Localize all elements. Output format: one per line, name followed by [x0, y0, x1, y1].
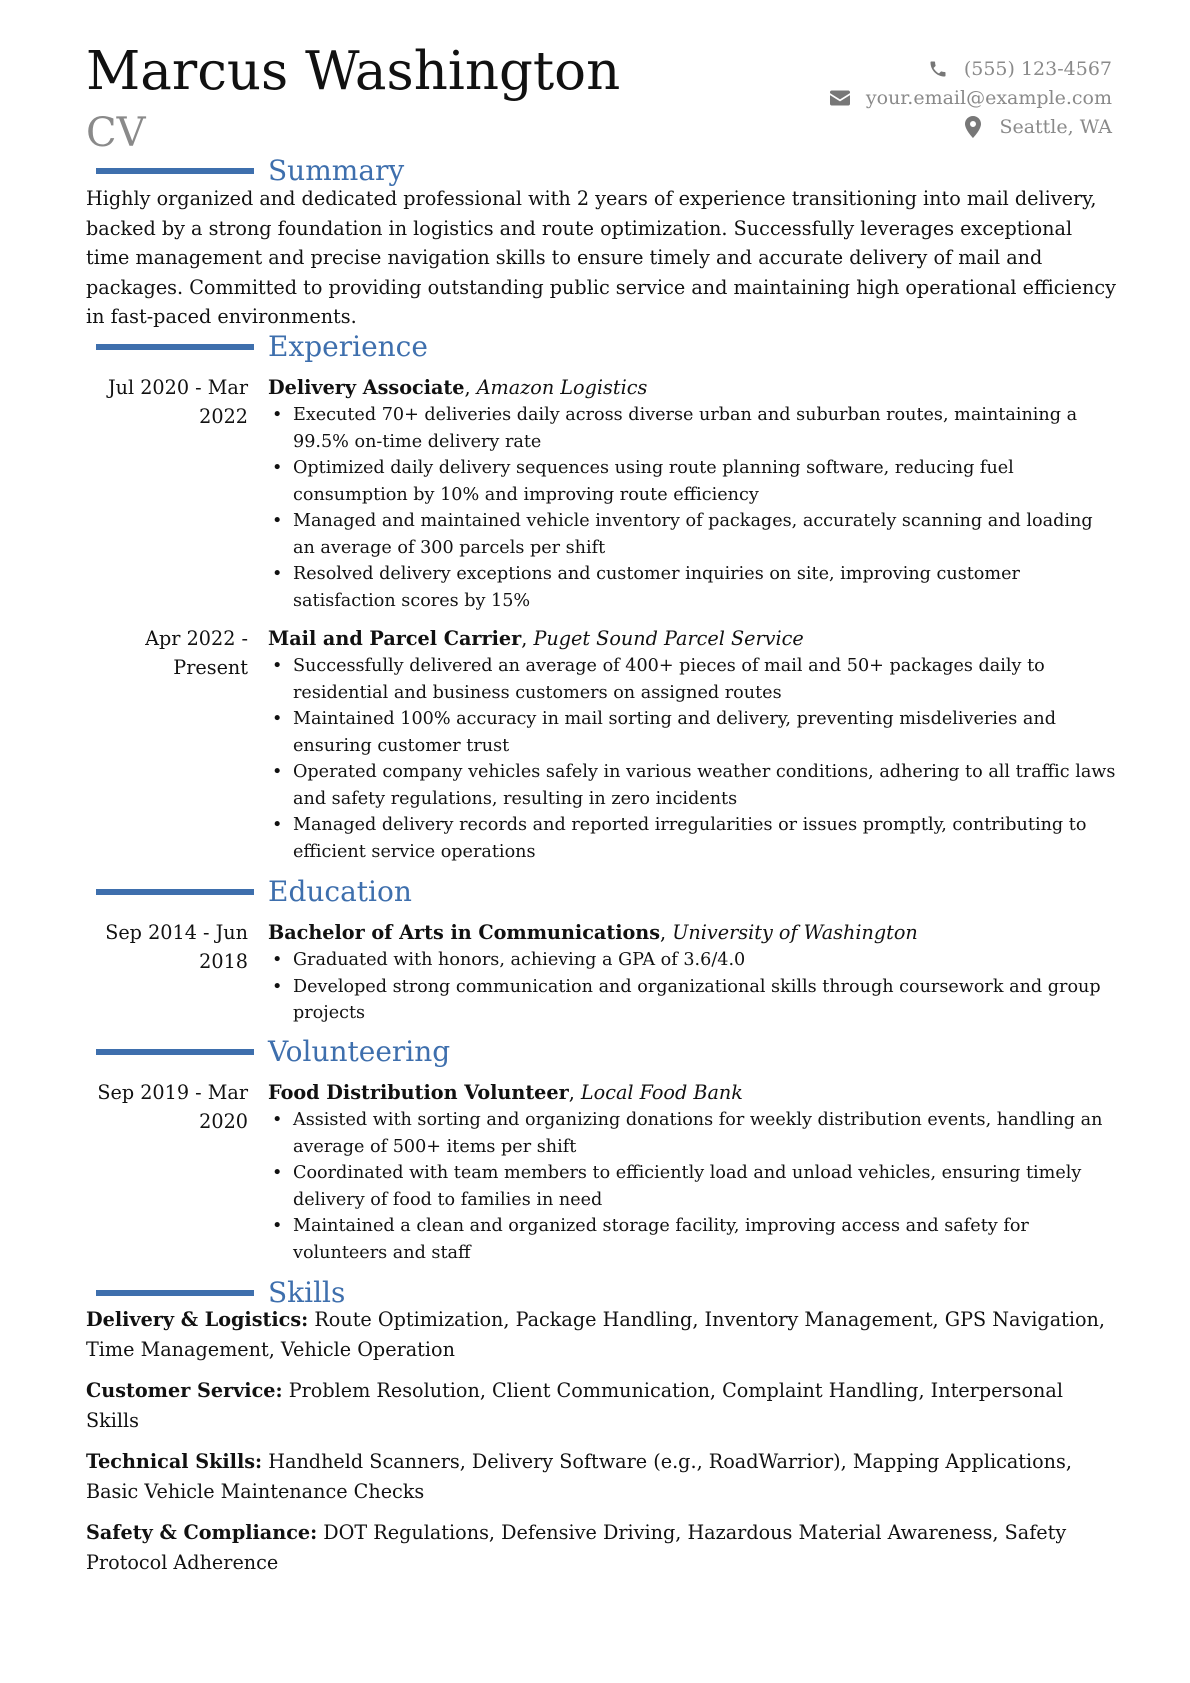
skill-list: Handheld Scanners, Delivery Software (e.g., RoadWarrior), Mapping Applications, Basic Vehicle Maintenance Checks [86, 1450, 1072, 1503]
entry-organization: Local Food Bank [580, 1081, 743, 1104]
entry-organization: Amazon Logistics [476, 376, 648, 399]
bullet-list [268, 402, 1118, 614]
map-pin-icon [961, 116, 985, 138]
bullet-list [268, 1107, 1118, 1266]
phone-text: (555) 123-4567 [963, 57, 1112, 80]
contact-block [828, 54, 1112, 141]
entry-date: Apr 2022 - Present [145, 627, 248, 679]
skill-group [86, 1376, 1116, 1435]
section-heading [0, 1035, 1190, 1069]
bullet-item: • Managed and maintained vehicle inventory of packages, accurately scanning and loading an average of 300 parcels per shift [268, 508, 1118, 561]
entry-date: Jul 2020 - Mar 2022 [107, 376, 248, 428]
section-title: Experience [268, 330, 428, 363]
skill-list: Problem Resolution, Client Communication, Complaint Handling, Interpersonal Skills [86, 1379, 1063, 1432]
section-accent-bar [96, 168, 254, 174]
skill-group [86, 1447, 1116, 1506]
skill-category: Technical Skills: [86, 1450, 263, 1473]
bullet-item: • Resolved delivery exceptions and customer inquiries on site, improving customer satisfaction scores by 15% [268, 561, 1118, 614]
entry-organization: University of Washington [672, 921, 918, 944]
entry-role: Mail and Parcel Carrier [268, 627, 522, 650]
contact-email [828, 83, 1112, 112]
section-title: Education [268, 875, 412, 908]
envelope-icon [828, 87, 852, 109]
entry-body [268, 373, 1118, 614]
entry-body [268, 918, 1118, 1027]
entry-organization: Puget Sound Parcel Service [533, 627, 804, 650]
section-summary [0, 154, 1190, 188]
section-title: Summary [268, 154, 405, 187]
entry-role: Food Distribution Volunteer [268, 1081, 569, 1104]
skill-category: Safety & Compliance: [86, 1521, 318, 1544]
entry-title: Bachelor of Arts in Communications, University of Washington [268, 921, 918, 944]
section-volunteering [0, 1035, 1190, 1069]
bullet-item: • Assisted with sorting and organizing donations for weekly distribution events, handling an average of 500+ items per shift [268, 1107, 1118, 1160]
section-accent-bar [96, 1290, 254, 1296]
bullet-item: • Operated company vehicles safely in various weather conditions, adhering to all traffic laws and safety regulations, resulting in zero incidents [268, 759, 1118, 812]
document-subtitle: CV [86, 110, 146, 156]
section-heading [0, 330, 1190, 364]
skill-category: Customer Service: [86, 1379, 283, 1402]
email-text: your.email@example.com [865, 86, 1112, 109]
section-heading [0, 875, 1190, 909]
bullet-item: • Optimized daily delivery sequences using route planning software, reducing fuel consumption by 10% and improving route efficiency [268, 455, 1118, 508]
section-accent-bar [96, 344, 254, 350]
entry-role: Bachelor of Arts in Communications [268, 921, 661, 944]
location-text: Seattle, WA [999, 115, 1112, 138]
entry-role: Delivery Associate [268, 376, 465, 399]
skill-category: Delivery & Logistics: [86, 1308, 309, 1331]
bullet-item: • Coordinated with team members to efficiently load and unload vehicles, ensuring timely delivery of food to families in need [268, 1160, 1118, 1213]
contact-location [828, 112, 1112, 141]
bullet-item: • Maintained a clean and organized storage facility, improving access and safety for volunteers and staff [268, 1213, 1118, 1266]
skill-group [86, 1518, 1116, 1577]
bullet-list [268, 653, 1118, 865]
section-accent-bar [96, 889, 254, 895]
section-accent-bar [96, 1049, 254, 1055]
candidate-name: Marcus Washington [86, 41, 621, 102]
bullet-item: • Graduated with honors, achieving a GPA of 3.6/4.0 [268, 947, 1118, 974]
summary-paragraph: Highly organized and dedicated professional with 2 years of experience transitioning into mail delivery, backed by a strong foundation in logistics and route optimization. Successfully leverages exceptional time management and precise navigation skills to ensure timely and accurate delivery of mail and packages. Committed to providing outstanding public service and maintaining high operational efficiency in fast-paced environments. [86, 187, 1116, 328]
section-title: Volunteering [268, 1035, 451, 1068]
entry-title: Food Distribution Volunteer, Local Food Bank [268, 1081, 743, 1104]
entry-title: Mail and Parcel Carrier, Puget Sound Parcel Service [268, 627, 804, 650]
section-experience [0, 330, 1190, 364]
entry-body [268, 624, 1118, 865]
skill-list: Route Optimization, Package Handling, Inventory Management, GPS Navigation, Time Management, Vehicle Operation [86, 1308, 1105, 1361]
bullet-list [268, 947, 1118, 1027]
section-title: Skills [268, 1276, 346, 1309]
section-heading [0, 154, 1190, 188]
bullet-item: • Successfully delivered an average of 400+ pieces of mail and 50+ packages daily to residential and business customers on assigned routes [268, 653, 1118, 706]
bullet-item: • Developed strong communication and organizational skills through coursework and group projects [268, 974, 1118, 1027]
bullet-item: • Maintained 100% accuracy in mail sorting and delivery, preventing misdeliveries and ensuring customer trust [268, 706, 1118, 759]
entry-body [268, 1078, 1118, 1266]
contact-phone [828, 54, 1112, 83]
phone-icon [926, 58, 950, 80]
bullet-item: • Managed delivery records and reported irregularities or issues promptly, contributing to efficient service operations [268, 812, 1118, 865]
section-education [0, 875, 1190, 909]
entry-title: Delivery Associate, Amazon Logistics [268, 376, 648, 399]
bullet-item: • Executed 70+ deliveries daily across diverse urban and suburban routes, maintaining a 99.5% on-time delivery rate [268, 402, 1118, 455]
entry-date: Sep 2019 - Mar 2020 [97, 1081, 248, 1133]
skill-group [86, 1305, 1116, 1364]
entry-date: Sep 2014 - Jun 2018 [105, 921, 248, 973]
skill-list: DOT Regulations, Defensive Driving, Hazardous Material Awareness, Safety Protocol Adherence [86, 1521, 1067, 1574]
